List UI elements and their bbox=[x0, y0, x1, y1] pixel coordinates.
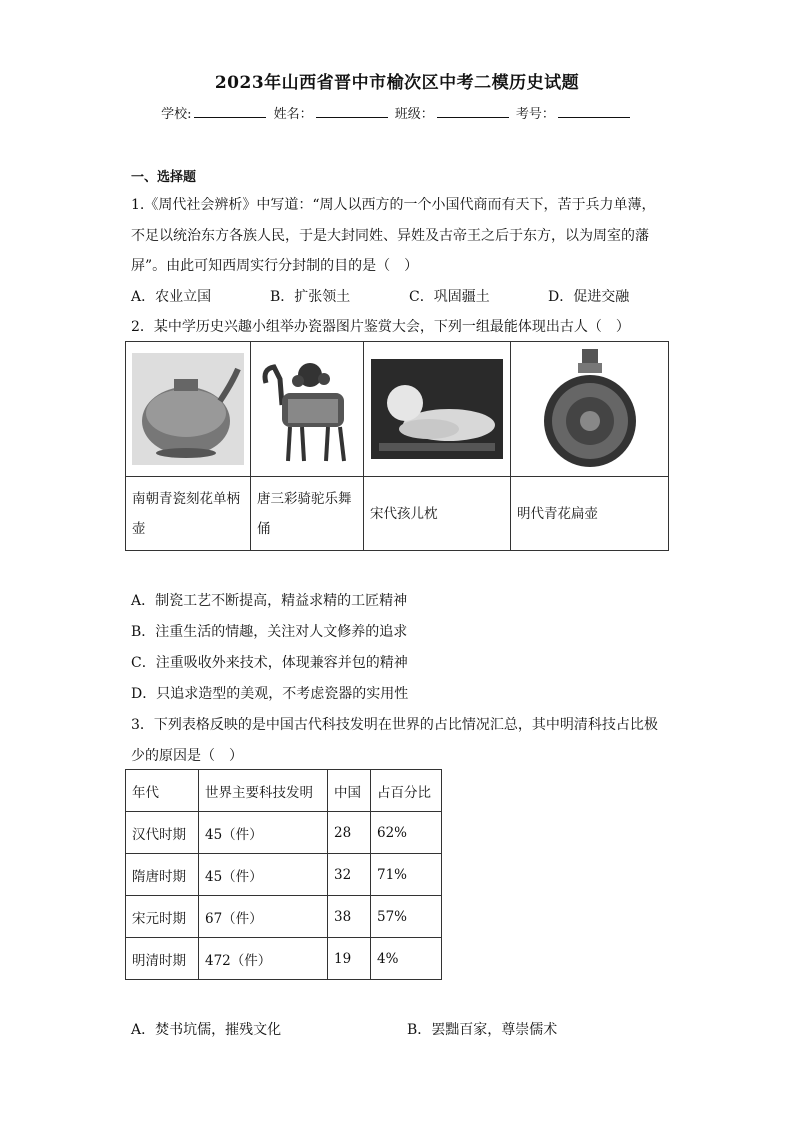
cell-era: 隋唐时期 bbox=[126, 854, 199, 896]
caption-pillow: 宋代孩儿枕 bbox=[364, 477, 511, 551]
q2-option-c[interactable]: C．注重吸收外来技术，体现兼容并包的精神 bbox=[131, 655, 408, 671]
q3-option-a[interactable]: A．焚书坑儒，摧残文化 bbox=[131, 1022, 282, 1038]
flask-image-cell bbox=[511, 342, 669, 477]
cell-era: 汉代时期 bbox=[126, 812, 199, 854]
cell-world: 45（件） bbox=[199, 812, 328, 854]
q2-stem: 2．某中学历史兴趣小组举办瓷器图片鉴赏大会，下列一组最能体现出古人（ ） bbox=[131, 319, 630, 335]
q1-option-a[interactable]: A．农业立国 bbox=[131, 289, 212, 305]
cell-world: 67（件） bbox=[199, 896, 328, 938]
cell-percent: 4% bbox=[371, 938, 442, 980]
teapot-image bbox=[128, 349, 248, 469]
q3-line-1: 3．下列表格反映的是中国古代科技发明在世界的占比情况汇总，其中明清科技占比极 bbox=[131, 717, 658, 733]
cell-world: 472（件） bbox=[199, 938, 328, 980]
cell-china: 32 bbox=[328, 854, 371, 896]
q2-option-d[interactable]: D．只追求造型的美观，不考虑瓷器的实用性 bbox=[131, 686, 409, 702]
header-percent: 占百分比 bbox=[371, 770, 442, 812]
header-china: 中国 bbox=[328, 770, 371, 812]
q1-line-3: 屏”。由此可知西周实行分封制的目的是（ ） bbox=[131, 258, 419, 274]
school-blank bbox=[194, 105, 266, 118]
page-title: 2023年山西省晋中市榆次区中考二模历史试题 bbox=[214, 73, 580, 93]
school-label: 学校: bbox=[161, 107, 192, 122]
q1-option-c[interactable]: C．巩固疆土 bbox=[409, 289, 490, 305]
cell-era: 宋元时期 bbox=[126, 896, 199, 938]
header-world: 世界主要科技发明 bbox=[199, 770, 328, 812]
cell-percent: 71% bbox=[371, 854, 442, 896]
child-pillow-image-cell bbox=[364, 342, 511, 477]
cell-china: 28 bbox=[328, 812, 371, 854]
teapot-image-cell bbox=[126, 342, 251, 477]
flask-image bbox=[530, 347, 650, 471]
number-blank bbox=[558, 105, 630, 118]
cell-percent: 62% bbox=[371, 812, 442, 854]
table-row bbox=[126, 854, 442, 896]
q1-option-b[interactable]: B．扩张领土 bbox=[270, 289, 351, 305]
table-row bbox=[126, 812, 442, 854]
q2-option-b[interactable]: B．注重生活的情趣，关注对人文修养的追求 bbox=[131, 624, 408, 640]
q3-option-b[interactable]: B．罢黜百家，尊崇儒术 bbox=[407, 1022, 558, 1038]
number-label: 考号： bbox=[515, 107, 555, 122]
porcelain-table bbox=[125, 341, 669, 551]
q3-options bbox=[131, 1019, 683, 1039]
name-blank bbox=[316, 105, 388, 118]
camel-image bbox=[252, 349, 362, 469]
cell-percent: 57% bbox=[371, 896, 442, 938]
cell-era: 明清时期 bbox=[126, 938, 199, 980]
student-info bbox=[0, 103, 794, 122]
header-era: 年代 bbox=[126, 770, 199, 812]
section-heading: 一、选择题 bbox=[131, 170, 197, 185]
table-row bbox=[126, 938, 442, 980]
q1-line-2: 不足以统治东方各族人民，于是大封同姓、异姓及古帝王之后于东方，以为周室的藩 bbox=[131, 228, 649, 244]
q2-option-a[interactable]: A．制瓷工艺不断提高，精益求精的工匠精神 bbox=[131, 593, 408, 609]
table-header-row bbox=[126, 770, 442, 812]
cell-china: 38 bbox=[328, 896, 371, 938]
camel-image-cell bbox=[251, 342, 364, 477]
class-blank bbox=[437, 105, 509, 118]
caption-flask: 明代青花扁壶 bbox=[511, 477, 669, 551]
invention-table bbox=[125, 769, 442, 980]
class-label: 班级： bbox=[394, 107, 434, 122]
q1-options bbox=[131, 286, 687, 306]
name-label: 姓名： bbox=[273, 107, 313, 122]
caption-teapot: 南朝青瓷刻花单柄壶 bbox=[126, 477, 251, 551]
caption-camel: 唐三彩骑驼乐舞俑 bbox=[251, 477, 364, 551]
cell-world: 45（件） bbox=[199, 854, 328, 896]
q3-line-2: 少的原因是（ ） bbox=[131, 748, 243, 764]
table-row bbox=[126, 896, 442, 938]
q1-option-d[interactable]: D．促进交融 bbox=[548, 289, 630, 305]
child-pillow-image bbox=[369, 357, 505, 461]
cell-china: 19 bbox=[328, 938, 371, 980]
q1-line-1: 1.《周代社会辨析》中写道：“周人以西方的一个小国代商而有天下，苦于兵力单薄， bbox=[131, 197, 656, 213]
